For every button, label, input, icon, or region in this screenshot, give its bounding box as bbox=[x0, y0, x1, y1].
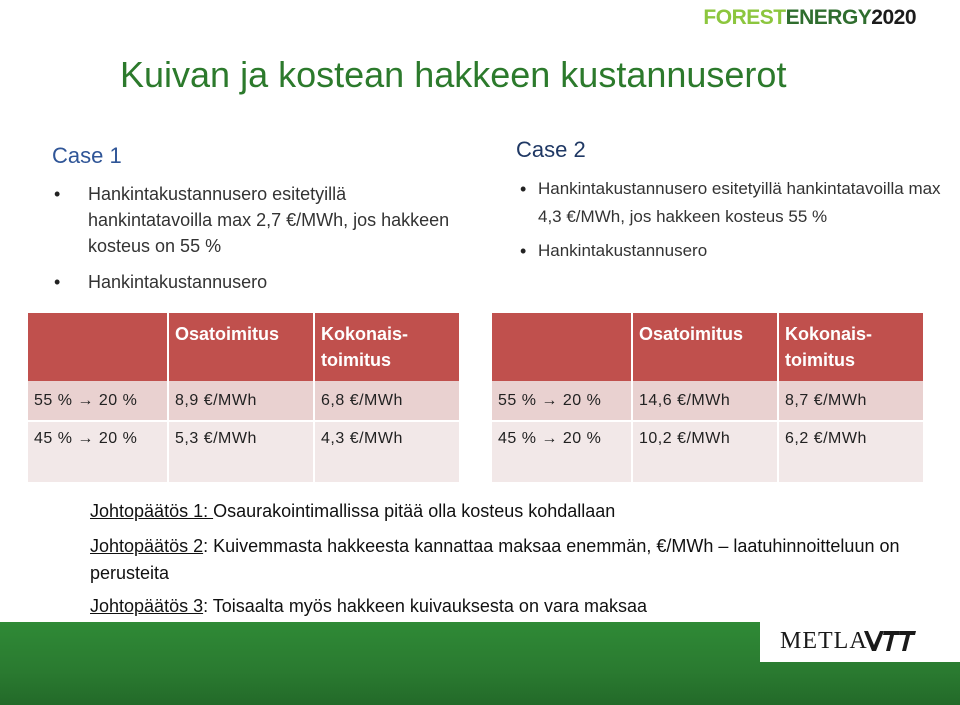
table-cell: 8,7 €/MWh bbox=[778, 381, 924, 421]
conclusion-3 bbox=[90, 593, 910, 620]
case-1-cost-table bbox=[28, 313, 461, 484]
bullet-text: Hankintakustannusero esitetyillä hankintatavoilla max 2,7 €/MWh, jos hakkeen kosteus on 55 % bbox=[88, 184, 450, 256]
list-item bbox=[516, 175, 946, 231]
bullet-icon: • bbox=[54, 184, 61, 204]
case-1-bullets bbox=[52, 181, 472, 295]
table-cell: 10,2 €/MWh bbox=[632, 421, 778, 483]
conclusions-block bbox=[90, 498, 910, 628]
forestenergy-logo: FORESTENERGY2020 bbox=[703, 6, 916, 29]
table-cell: 55 % → 20 % bbox=[492, 381, 632, 421]
conclusion-label: Johtopäätös 1: bbox=[90, 501, 214, 521]
table-header-row bbox=[28, 313, 460, 381]
table-cell: 45 % → 20 % bbox=[28, 421, 168, 483]
table-header-empty bbox=[28, 313, 168, 381]
table-cell: 6,8 €/MWh bbox=[314, 381, 460, 421]
conclusion-label: Johtopäätös 3 bbox=[90, 596, 204, 616]
table-header-row bbox=[492, 313, 924, 381]
list-item bbox=[516, 237, 946, 265]
bullet-text: Hankintakustannusero bbox=[538, 241, 708, 260]
table-header-empty bbox=[492, 313, 632, 381]
list-item bbox=[52, 269, 472, 295]
table-row bbox=[492, 421, 924, 483]
bullet-icon: • bbox=[520, 179, 527, 199]
case-2-title: Case 2 bbox=[516, 137, 586, 162]
bullet-icon: • bbox=[520, 241, 527, 261]
bullet-text: Hankintakustannusero esitetyillä hankintatavoilla max 4,3 €/MWh, jos hakkeen kosteus 55 % bbox=[538, 179, 941, 226]
table-cell: 55 % → 20 % bbox=[28, 381, 168, 421]
table-cell: 5,3 €/MWh bbox=[168, 421, 314, 483]
case-1-title: Case 1 bbox=[52, 143, 122, 168]
conclusion-1 bbox=[90, 498, 910, 525]
slide-title: Kuivan ja kostean hakkeen kustannuserot bbox=[120, 54, 787, 95]
case-1-section bbox=[52, 143, 472, 305]
bullet-text: Hankintakustannusero bbox=[88, 272, 268, 292]
case-2-cost-table bbox=[492, 313, 925, 484]
table-row bbox=[492, 381, 924, 421]
table-cell: 8,9 €/MWh bbox=[168, 381, 314, 421]
table-header-kokonaistoimitus: Kokonais-toimitus bbox=[314, 313, 460, 381]
metla-logo: METLA bbox=[780, 628, 868, 654]
table-cell: 4,3 €/MWh bbox=[314, 421, 460, 483]
conclusion-text: : Toisaalta myös hakkeen kuivauksesta on vara maksaa bbox=[203, 596, 647, 616]
conclusion-label: Johtopäätös 2 bbox=[90, 536, 204, 556]
table-cell: 14,6 €/MWh bbox=[632, 381, 778, 421]
table-header-kokonaistoimitus: Kokonais-toimitus bbox=[778, 313, 924, 381]
table-row bbox=[28, 381, 460, 421]
table-header-osatoimitus: Osatoimitus bbox=[168, 313, 314, 381]
bullet-icon: • bbox=[54, 272, 61, 292]
case-2-section bbox=[516, 137, 946, 271]
table-header-osatoimitus: Osatoimitus bbox=[632, 313, 778, 381]
conclusion-2 bbox=[90, 533, 910, 587]
list-item bbox=[52, 181, 472, 259]
vtt-logo-icon bbox=[862, 627, 918, 655]
table-row bbox=[28, 421, 460, 483]
table-cell: 6,2 €/MWh bbox=[778, 421, 924, 483]
conclusion-text: Osaurakointimallissa pitää olla kosteus kohdallaan bbox=[213, 501, 616, 521]
conclusion-text: : Kuivemmasta hakkeesta kannattaa maksaa enemmän, €/MWh – laatuhinnoitteluun on perusteita bbox=[90, 536, 900, 583]
case-2-bullets bbox=[516, 175, 946, 265]
table-cell: 45 % → 20 % bbox=[492, 421, 632, 483]
